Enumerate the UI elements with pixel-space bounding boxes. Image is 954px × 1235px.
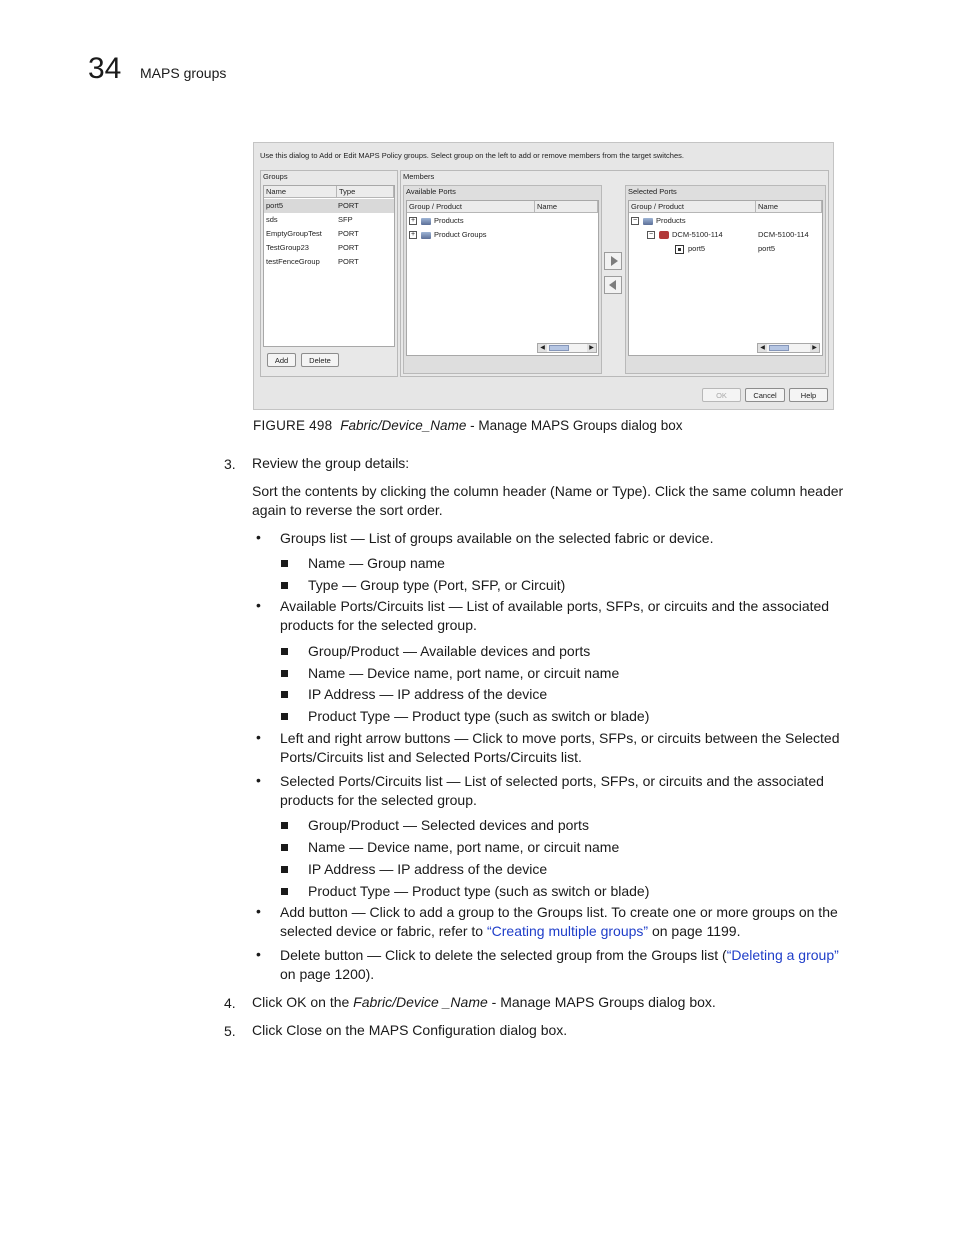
figure-caption-italic: Fabric/Device_Name: [340, 418, 467, 433]
text-run: ). Click the same column header: [642, 483, 844, 499]
tree-node-label: DCM-5100-114: [672, 230, 723, 239]
collapse-icon[interactable]: −: [632, 217, 638, 225]
step-text: Review the group details:: [252, 455, 410, 471]
tree-node-products[interactable]: [631, 216, 686, 225]
sub-bullet-text: [308, 685, 547, 704]
selected-col-name[interactable]: Name: [756, 201, 822, 213]
text-run: on page 1199.: [648, 923, 741, 939]
available-ports-list[interactable]: [406, 200, 599, 356]
table-row[interactable]: [264, 241, 394, 255]
text-run: list — List of selected ports, SFPs, or circuits and the associated: [421, 773, 824, 789]
deleting-a-group-link[interactable]: “Deleting a group”: [726, 947, 839, 963]
term: Name: [308, 665, 346, 681]
sub-bullet-text: [308, 554, 445, 573]
italic-run: Fabric/Device _Name: [353, 994, 488, 1010]
square-bullet-icon: [281, 670, 288, 677]
text-run: list and: [363, 749, 416, 765]
figure-caption: [253, 418, 682, 433]
move-right-button[interactable]: [604, 252, 622, 270]
available-col-name[interactable]: Name: [535, 201, 598, 213]
step-number: 3.: [224, 456, 236, 472]
text-run: dialog box.: [495, 1022, 568, 1038]
bullet-icon: •: [256, 772, 261, 788]
text-run: dialog box.: [644, 994, 716, 1010]
chapter-number: 34: [88, 52, 122, 85]
products-icon: [421, 218, 431, 225]
text-run: — Device name, port name, or circuit name: [345, 839, 620, 855]
step-number: 4.: [224, 995, 236, 1011]
text-run: list — List of groups available on the selected fabric or device.: [325, 530, 714, 546]
text-run: Click: [252, 1022, 287, 1038]
term: Type: [612, 483, 643, 499]
term: Group/Product: [308, 817, 400, 833]
square-bullet-icon: [281, 822, 288, 829]
text-run: — IP address of the device: [375, 861, 548, 877]
text-run: — Product type (such as switch or blade): [390, 708, 650, 724]
groups-panel: [260, 170, 398, 377]
group-type: PORT: [338, 243, 359, 252]
term: Manage MAPS Groups: [500, 994, 645, 1010]
manage-maps-groups-dialog: [253, 142, 834, 410]
selected-ports-panel: [625, 185, 826, 374]
bullet-text: [280, 903, 880, 941]
text-run: on the: [322, 1022, 369, 1038]
table-row[interactable]: [264, 199, 394, 213]
scroll-right-icon[interactable]: ▶: [587, 344, 596, 352]
text-run: — Selected devices and ports: [399, 817, 589, 833]
sub-bullet-text: [308, 816, 589, 835]
group-name: testFenceGroup: [266, 257, 320, 266]
bullet-icon: •: [256, 903, 261, 919]
term: Groups: [536, 904, 583, 920]
groups-panel-title: Groups: [263, 172, 288, 181]
text-run: list.: [556, 749, 582, 765]
square-bullet-icon: [281, 648, 288, 655]
tree-node-label: Product Groups: [434, 230, 487, 239]
tree-device-name: DCM-5100-114: [758, 230, 809, 239]
arrow-right-icon: [611, 256, 618, 266]
text-run: again to reverse the sort order.: [252, 502, 443, 518]
square-bullet-icon: [281, 713, 288, 720]
sub-bullet-text: [308, 664, 619, 683]
chapter-title: MAPS groups: [140, 65, 227, 81]
square-bullet-icon: [281, 844, 288, 851]
sub-bullet-text: [308, 642, 590, 661]
groups-list[interactable]: [263, 185, 395, 347]
group-type: PORT: [338, 229, 359, 238]
term: Groups: [651, 947, 698, 963]
text-run: — IP address of the device: [375, 686, 548, 702]
table-row[interactable]: [264, 255, 394, 269]
switch-icon: [659, 231, 669, 239]
text-run: list. To create one or more groups on the: [582, 904, 838, 920]
term: Name: [308, 839, 346, 855]
term: Available Ports/Circuits: [280, 598, 424, 614]
tree-node-label: port5: [688, 244, 706, 253]
group-name: TestGroup23: [266, 243, 309, 252]
bullet-icon: •: [256, 946, 261, 962]
selected-ports-title: Selected Ports: [628, 187, 677, 196]
term: Groups: [280, 530, 326, 546]
text-run: on page 1200).: [280, 966, 375, 982]
text-run: list (: [697, 947, 727, 963]
group-name: port5: [266, 201, 284, 210]
term: Selected Ports/Circuits: [415, 749, 557, 765]
term: Ports/Circuits: [280, 749, 364, 765]
term: Add: [280, 904, 305, 920]
text-run: list — List of available ports, SFPs, or circuits and the associated: [423, 598, 830, 614]
text-run: on the: [306, 994, 354, 1010]
figure-label: FIGURE 498: [253, 418, 333, 433]
group-name: sds: [266, 215, 278, 224]
scroll-right-icon[interactable]: ▶: [810, 344, 819, 352]
bullet-text: [280, 529, 713, 548]
step-text: [252, 1021, 567, 1040]
text-run: — Available devices and ports: [399, 643, 591, 659]
sub-bullet-text: [308, 860, 547, 879]
term: Group/Product: [308, 643, 400, 659]
port-icon: [675, 245, 684, 254]
paragraph: [252, 482, 872, 520]
text-run: — Product type (such as switch or blade): [390, 883, 650, 899]
bullet-icon: •: [256, 597, 261, 613]
group-type: SFP: [338, 215, 353, 224]
text-run: -: [487, 994, 501, 1010]
text-run: button — Click to delete the selected group from the: [320, 947, 652, 963]
table-row[interactable]: [264, 227, 394, 241]
tree-node-port[interactable]: [675, 244, 705, 254]
text-run: Left and right arrow buttons — Click to move ports, SFPs, or circuits between the: [280, 730, 785, 746]
collapse-icon[interactable]: −: [648, 231, 654, 239]
group-type: PORT: [338, 257, 359, 266]
expand-icon[interactable]: +: [410, 231, 416, 239]
text-run: selected device or fabric, refer to: [280, 923, 487, 939]
square-bullet-icon: [281, 691, 288, 698]
selected-col-group-product[interactable]: Group / Product: [629, 201, 756, 213]
cancel-button[interactable]: Cancel: [745, 388, 785, 402]
groups-col-type[interactable]: Type: [337, 186, 394, 198]
term: Selected Ports/Circuits: [280, 773, 422, 789]
group-name: EmptyGroupTest: [266, 229, 322, 238]
term: Product Type: [308, 883, 391, 899]
horizontal-scrollbar[interactable]: [757, 343, 820, 353]
text-run: products for the selected group.: [280, 617, 477, 633]
sub-bullet-text: [308, 882, 649, 901]
term: Type: [308, 577, 339, 593]
add-button[interactable]: Add: [267, 353, 296, 367]
groups-col-name[interactable]: Name: [264, 186, 337, 198]
term: Delete: [280, 947, 321, 963]
text-run: or: [592, 483, 613, 499]
delete-button[interactable]: Delete: [301, 353, 339, 367]
bullet-text: [280, 729, 880, 767]
scroll-thumb[interactable]: [769, 345, 789, 351]
text-run: Sort the contents by clicking the column header (: [252, 483, 555, 499]
available-ports-panel: [403, 185, 602, 374]
square-bullet-icon: [281, 560, 288, 567]
bullet-icon: •: [256, 529, 261, 545]
text-run: Click: [252, 994, 287, 1010]
products-icon: [643, 218, 653, 225]
term: Product Type: [308, 708, 391, 724]
dialog-instruction: Use this dialog to Add or Edit MAPS Policy groups. Select group on the left to add or remove members from the target switches.: [260, 151, 684, 160]
term: IP Address: [308, 861, 376, 877]
tree-node-label: Products: [434, 216, 464, 225]
term: Close: [286, 1022, 323, 1038]
figure-caption-rest: - Manage MAPS Groups dialog box: [470, 418, 683, 433]
scroll-left-icon[interactable]: ◀: [538, 344, 547, 352]
move-left-button[interactable]: [604, 276, 622, 294]
available-ports-title: Available Ports: [406, 187, 456, 196]
table-row[interactable]: [264, 213, 394, 227]
horizontal-scrollbar[interactable]: [537, 343, 597, 353]
square-bullet-icon: [281, 582, 288, 589]
members-panel: [400, 170, 829, 377]
sub-bullet-text: [308, 707, 649, 726]
text-run: — Device name, port name, or circuit name: [345, 665, 620, 681]
scroll-thumb[interactable]: [549, 345, 569, 351]
arrow-left-icon: [609, 280, 616, 290]
step-text: [252, 993, 716, 1012]
group-type: PORT: [338, 201, 359, 210]
bullet-icon: •: [256, 729, 261, 745]
square-bullet-icon: [281, 888, 288, 895]
term: Name: [554, 483, 593, 499]
term: IP Address: [308, 686, 376, 702]
scroll-left-icon[interactable]: ◀: [758, 344, 767, 352]
term: MAPS Configuration: [368, 1022, 496, 1038]
ok-button[interactable]: OK: [702, 388, 741, 402]
members-panel-title: Members: [403, 172, 435, 181]
text-run: — Group name: [345, 555, 445, 571]
tree-node-product-groups[interactable]: [409, 230, 487, 239]
bullet-text: [280, 946, 880, 984]
term: Selected: [785, 730, 840, 746]
text-run: button — Click to add a group to the: [304, 904, 537, 920]
tree-node-label: Products: [656, 216, 686, 225]
selected-ports-list[interactable]: [628, 200, 823, 356]
text-run: — Group type (Port, SFP, or Circuit): [338, 577, 566, 593]
product-groups-icon: [421, 232, 431, 239]
tree-port-name: port5: [758, 244, 776, 253]
term: Name: [308, 555, 346, 571]
text-run: products for the selected group.: [280, 792, 477, 808]
creating-multiple-groups-link[interactable]: “Creating multiple groups”: [487, 923, 649, 939]
step-number: 5.: [224, 1023, 236, 1039]
term: OK: [286, 994, 307, 1010]
sub-bullet-text: [308, 838, 619, 857]
bullet-text: [280, 597, 870, 635]
square-bullet-icon: [281, 866, 288, 873]
available-col-group-product[interactable]: Group / Product: [407, 201, 535, 213]
bullet-text: [280, 772, 870, 810]
sub-bullet-text: [308, 576, 565, 595]
tree-node-products[interactable]: [409, 216, 464, 225]
tree-node-device[interactable]: [647, 230, 723, 239]
expand-icon[interactable]: +: [410, 217, 416, 225]
help-button[interactable]: Help: [789, 388, 828, 402]
